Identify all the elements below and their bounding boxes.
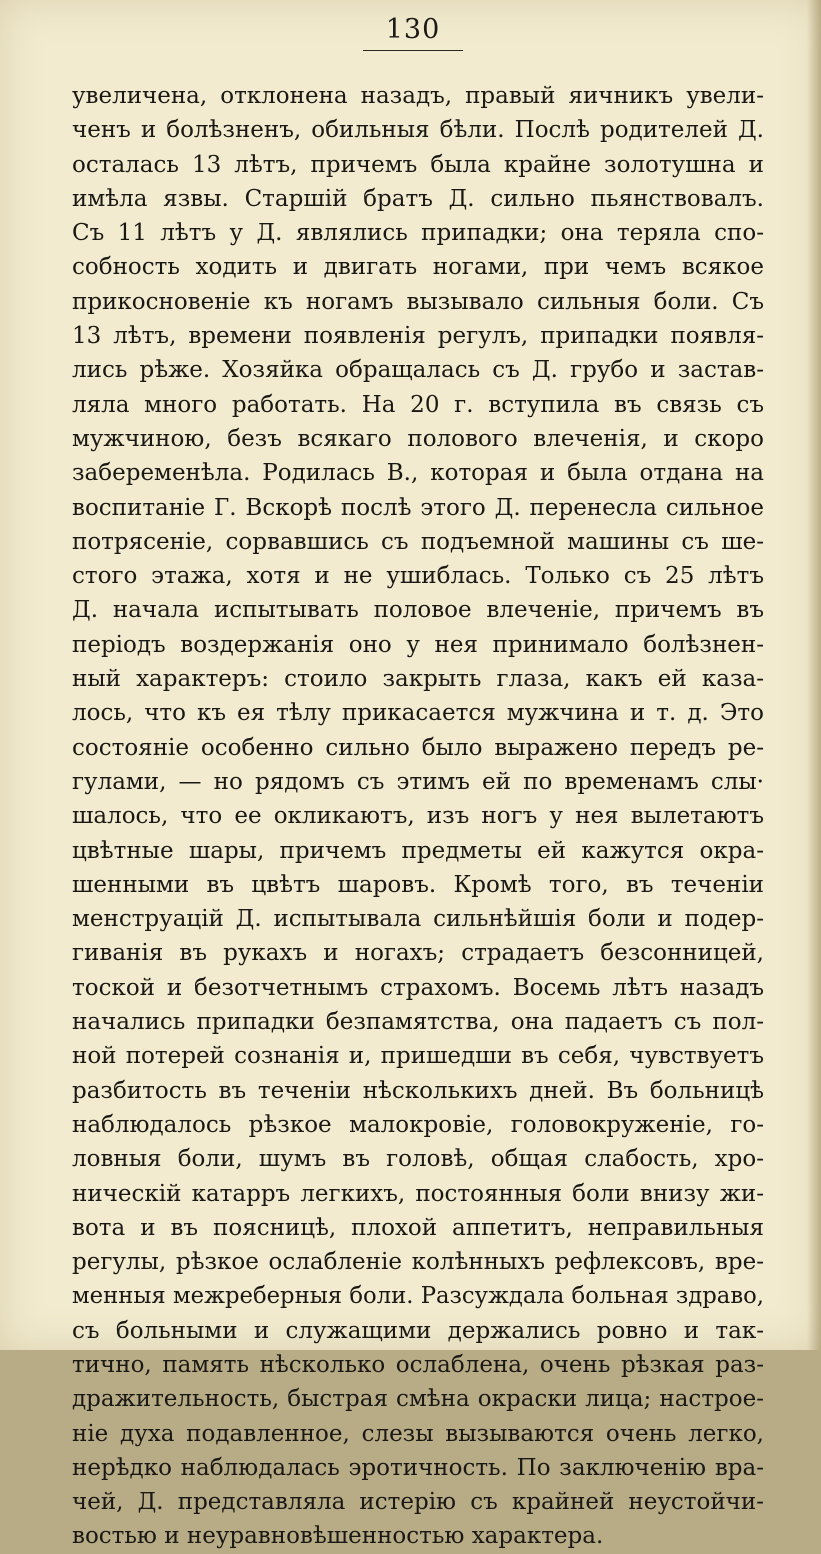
text-line: ніе духа подавленное, слезы вызываются очень легко,: [72, 1420, 764, 1447]
text-line: наблюдалось рѣзкое малокровіе, головокруженіе, го-: [72, 1111, 764, 1138]
text-line: забеременѣла. Родилась В., которая и была отдана на: [72, 460, 764, 487]
text-line: увеличена, отклонена назадъ, правый яичникъ увели-: [72, 83, 764, 109]
header-rule: [363, 50, 463, 51]
text-line: нерѣдко наблюдалась эротичность. По заключенію вра-: [72, 1454, 764, 1481]
text-line: регулы, рѣзкое ослабленіе колѣнныхъ рефлексовъ, вре-: [72, 1249, 764, 1276]
text-line: менныя межреберныя боли. Разсуждала больная здраво,: [72, 1283, 765, 1310]
text-line: ническій катарръ легкихъ, постоянныя боли внизу жи-: [72, 1180, 764, 1207]
text-line: состояніе особенно сильно было выражено передъ ре-: [72, 734, 764, 761]
text-line: съ больными и служащими держались ровно и так-: [72, 1317, 764, 1344]
text-line: востью и неуравновѣшенностью характера.: [72, 1523, 604, 1550]
text-line: гулами, — но рядомъ съ этимъ ей по временамъ слы·: [72, 768, 764, 795]
text-line: мужчиною, безъ всякаго полового влеченія, и скоро: [72, 425, 764, 452]
page-number: 130: [385, 14, 441, 45]
text-line: лось, что къ ея тѣлу прикасается мужчина и т. д. Это: [72, 700, 764, 727]
text-line: собность ходить и двигать ногами, при чемъ всякое: [72, 254, 764, 281]
page-edge-shadow: [807, 0, 821, 1350]
text-line: начались припадки безпамятства, она падаетъ съ пол-: [72, 1009, 764, 1036]
text-line: воспитаніе Г. Вскорѣ послѣ этого Д. перенесла сильное: [72, 494, 764, 521]
text-line: тоской и безотчетнымъ страхомъ. Восемь лѣтъ назадъ: [72, 974, 764, 1001]
text-line: ляла много работать. На 20 г. вступила въ связь съ: [72, 391, 764, 418]
text-line: потрясеніе, сорвавшись съ подъемной машины съ ше-: [72, 528, 764, 555]
text-line: вота и въ поясницѣ, плохой аппетитъ, неправильныя: [72, 1214, 764, 1241]
text-line: Съ 11 лѣтъ у Д. являлись припадки; она теряла спо-: [72, 220, 764, 247]
text-line: разбитость въ теченіи нѣсколькихъ дней. Въ больницѣ: [72, 1077, 764, 1104]
text-line: менструацій Д. испытывала сильнѣйшія боли и подер-: [72, 906, 764, 933]
text-line: лись рѣже. Хозяйка обращалась съ Д. грубо и застав-: [72, 357, 764, 384]
text-line: цвѣтные шары, причемъ предметы ей кажутся окра-: [72, 837, 764, 864]
text-line: стого этажа, хотя и не ушиблась. Только съ 25 лѣтъ: [72, 563, 764, 590]
text-line: ной потерей сознанія и, пришедши въ себя, чувствуетъ: [72, 1043, 764, 1070]
text-line: дражительность, быстрая смѣна окраски лица; настрое-: [72, 1386, 764, 1413]
page-header: [363, 12, 463, 51]
text-line: тично, память нѣсколько ослаблена, очень рѣзкая раз-: [72, 1351, 764, 1378]
body-text: [72, 79, 764, 1554]
text-line: шенными въ цвѣтъ шаровъ. Кромѣ того, въ теченіи: [72, 871, 764, 898]
text-line: прикосновеніе къ ногамъ вызывало сильныя боли. Съ: [72, 288, 764, 315]
text-line: періодъ воздержанія оно у нея принимало болѣзнен-: [72, 631, 764, 658]
text-line: шалось, что ее окликаютъ, изъ ногъ у нея вылетаютъ: [72, 803, 764, 830]
text-line: Д. начала испытывать половое влеченіе, причемъ въ: [72, 597, 764, 624]
text-line: ченъ и болѣзненъ, обильныя бѣли. Послѣ родителей Д.: [72, 117, 764, 144]
text-line: имѣла язвы. Старшій братъ Д. сильно пьянствовалъ.: [72, 185, 764, 212]
text-line: гиванія въ рукахъ и ногахъ; страдаетъ безсонницей,: [72, 940, 764, 967]
text-line: осталась 13 лѣтъ, причемъ была крайне золотушна и: [72, 151, 764, 178]
text-line: 13 лѣтъ, времени появленія регулъ, припадки появля-: [72, 323, 764, 350]
text-line: чей, Д. представляла истерію съ крайней неустойчи-: [72, 1489, 764, 1516]
text-line: ловныя боли, шумъ въ головѣ, общая слабость, хро-: [72, 1146, 764, 1173]
text-line: ный характеръ: стоило закрыть глаза, какъ ей каза-: [72, 666, 764, 693]
